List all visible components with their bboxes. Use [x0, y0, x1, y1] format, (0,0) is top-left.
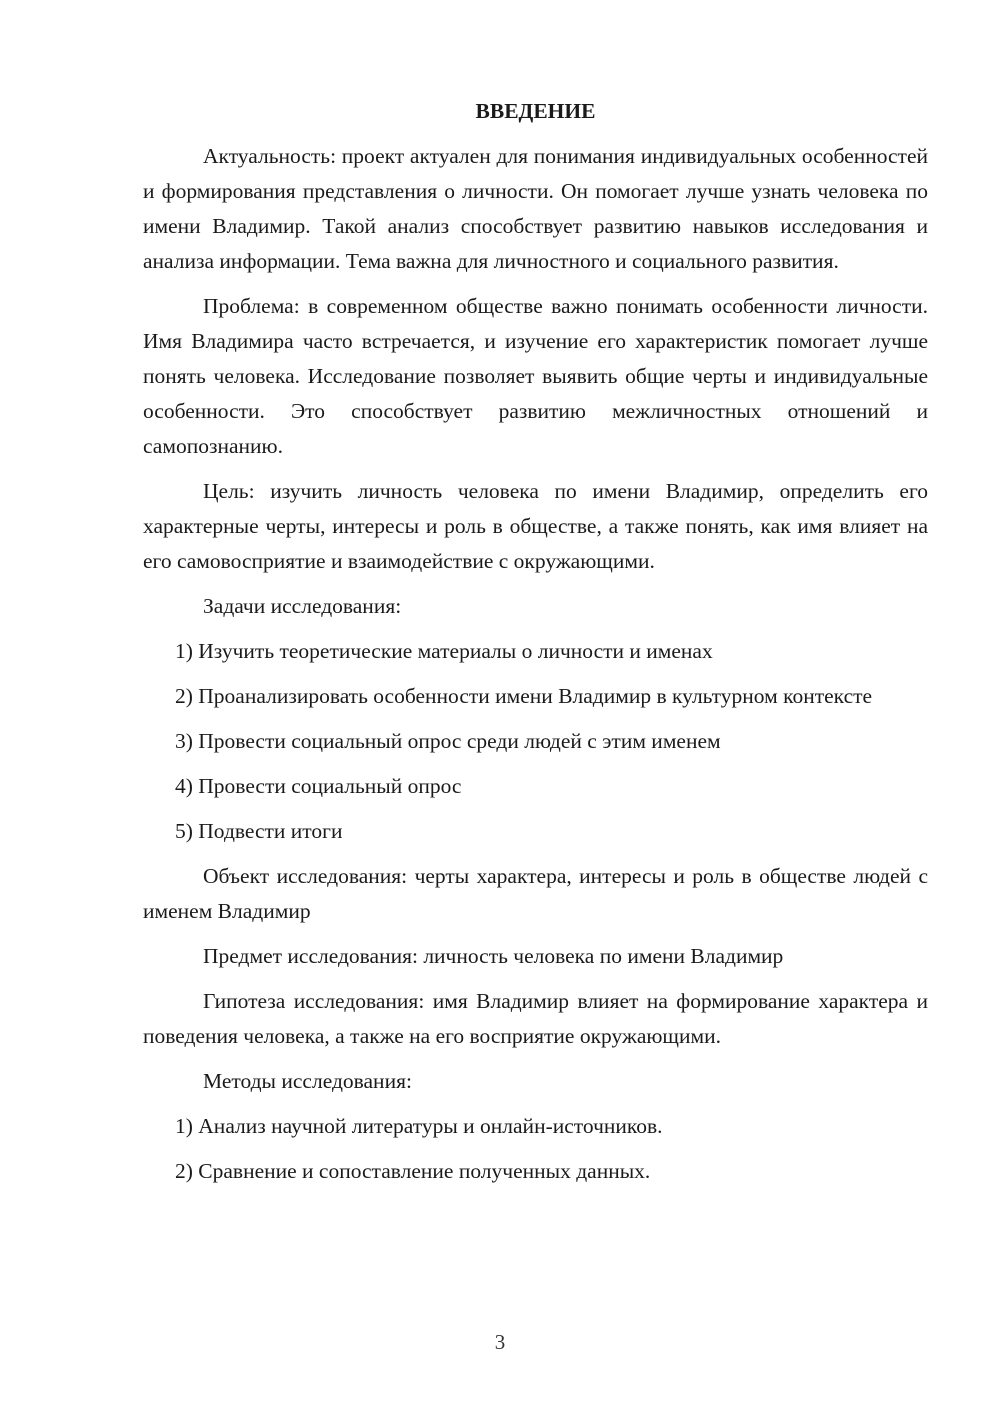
task-item-1: 1) Изучить теоретические материалы о личности и именах	[175, 639, 713, 663]
task-item-5: 5) Подвести итоги	[175, 819, 343, 843]
subject-paragraph: Предмет исследования: личность человека по имени Владимир	[203, 944, 784, 968]
hypothesis-paragraph: Гипотеза исследования: имя Владимир влияет на формирование характера и поведения человека, а также на его восприятие окружающими.	[143, 989, 928, 1048]
task-item-4: 4) Провести социальный опрос	[175, 774, 462, 798]
methods-heading: Методы исследования:	[203, 1069, 412, 1093]
goal-paragraph: Цель: изучить личность человека по имени Владимир, определить его характерные черты, интересы и роль в обществе, а также понять, как имя влияет на его самовосприятие и взаимодействие с окружающими.	[143, 479, 928, 573]
page-number: 3	[494, 1330, 506, 1354]
method-item-1: 1) Анализ научной литературы и онлайн-источников.	[175, 1114, 663, 1138]
document-page	[143, 94, 928, 1199]
section-title: ВВЕДЕНИЕ	[475, 99, 596, 123]
tasks-heading: Задачи исследования:	[203, 594, 402, 618]
task-item-2: 2) Проанализировать особенности имени Владимир в культурном контексте	[175, 684, 873, 708]
relevance-paragraph: Актуальность: проект актуален для понимания индивидуальных особенностей и формирования представления о личности. Он помогает лучше узнать человека по имени Владимир. Такой анализ способствует развитию навыков исследования и анализа информации. Тема важна для личностного и социального развития.	[143, 144, 928, 273]
method-item-2: 2) Сравнение и сопоставление полученных данных.	[175, 1159, 651, 1183]
object-paragraph: Объект исследования: черты характера, интересы и роль в обществе людей с именем Владимир	[143, 864, 928, 923]
problem-paragraph: Проблема: в современном обществе важно понимать особенности личности. Имя Владимира часто встречается, и изучение его характеристик помогает лучше понять человека. Исследование позволяет выявить общие черты и индивидуальные особенности. Это способствует развитию межличностных отношений и самопознанию.	[143, 294, 928, 458]
task-item-3: 3) Провести социальный опрос среди людей с этим именем	[175, 729, 721, 753]
